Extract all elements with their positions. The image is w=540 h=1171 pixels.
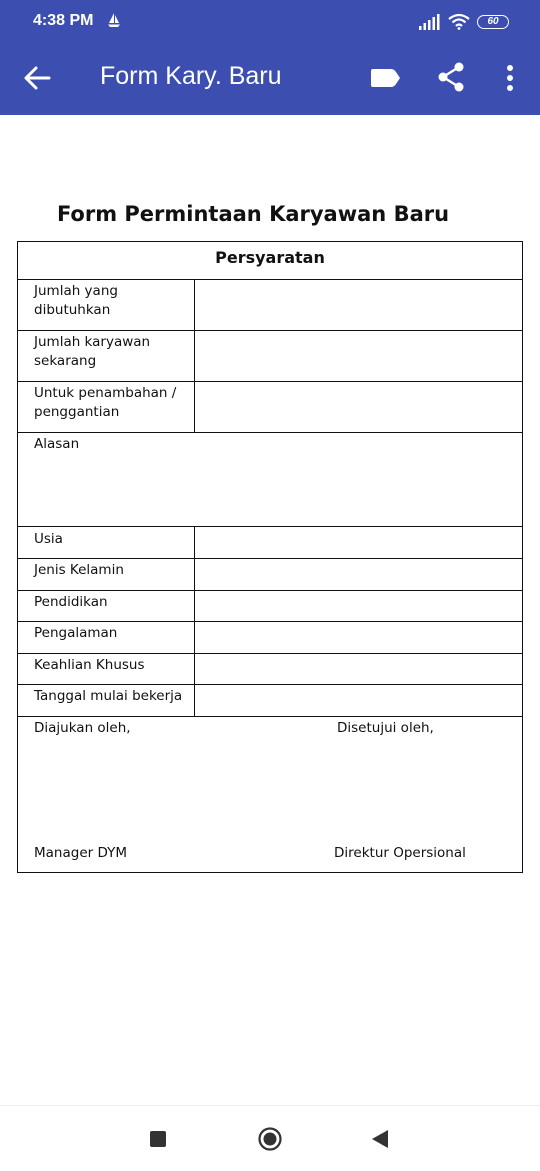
column-divider [194,279,195,432]
notification-boat-icon [107,12,121,28]
app-title: Form Kary. Baru [100,62,282,90]
back-triangle-icon[interactable] [371,1129,389,1149]
wifi-icon [448,13,470,30]
row-label: Keahlian Khusus [34,657,145,673]
row-divider [18,381,522,382]
row-divider [18,558,522,559]
row-label: Untuk penambahan / penggantian [34,385,177,420]
submitter-name: Manager DYM [34,845,128,861]
label-tag-icon[interactable] [370,66,402,90]
battery-icon: 60 [477,15,509,29]
row-divider [18,590,522,591]
row-divider [18,526,522,527]
row-divider [18,653,522,654]
row-label: Tanggal mulai bekerja [34,688,183,704]
more-options-icon[interactable] [500,64,520,92]
approved-by-label: Disetujui oleh, [337,720,434,736]
row-divider [18,432,522,433]
status-time: 4:38 PM [33,12,94,29]
row-label: Alasan [34,436,80,452]
row-divider [18,684,522,685]
approver-name: Direktur Opersional [334,845,466,861]
submitted-by-label: Diajukan oleh, [34,720,131,736]
row-divider [18,621,522,622]
row-divider [18,716,522,717]
column-divider [194,526,195,716]
recents-square-icon[interactable] [150,1131,166,1147]
system-nav-bar [0,1105,540,1171]
row-label: Jumlah karyawan sekarang [34,334,151,369]
row-divider [18,279,522,280]
row-label: Pendidikan [34,594,108,610]
status-bar [0,0,540,40]
request-form-table [17,241,523,873]
row-label: Jenis Kelamin [34,562,124,578]
row-label: Jumlah yang dibutuhkan [34,283,118,318]
app-bar [0,40,540,115]
share-icon[interactable] [437,62,465,92]
row-divider [18,330,522,331]
home-circle-icon[interactable] [258,1127,282,1151]
document-title: Form Permintaan Karyawan Baru [56,202,450,226]
row-label: Pengalaman [34,625,118,641]
table-header: Persyaratan [215,248,325,267]
row-label: Usia [34,531,63,547]
signal-icon [418,14,440,30]
back-arrow-icon[interactable] [23,65,51,91]
